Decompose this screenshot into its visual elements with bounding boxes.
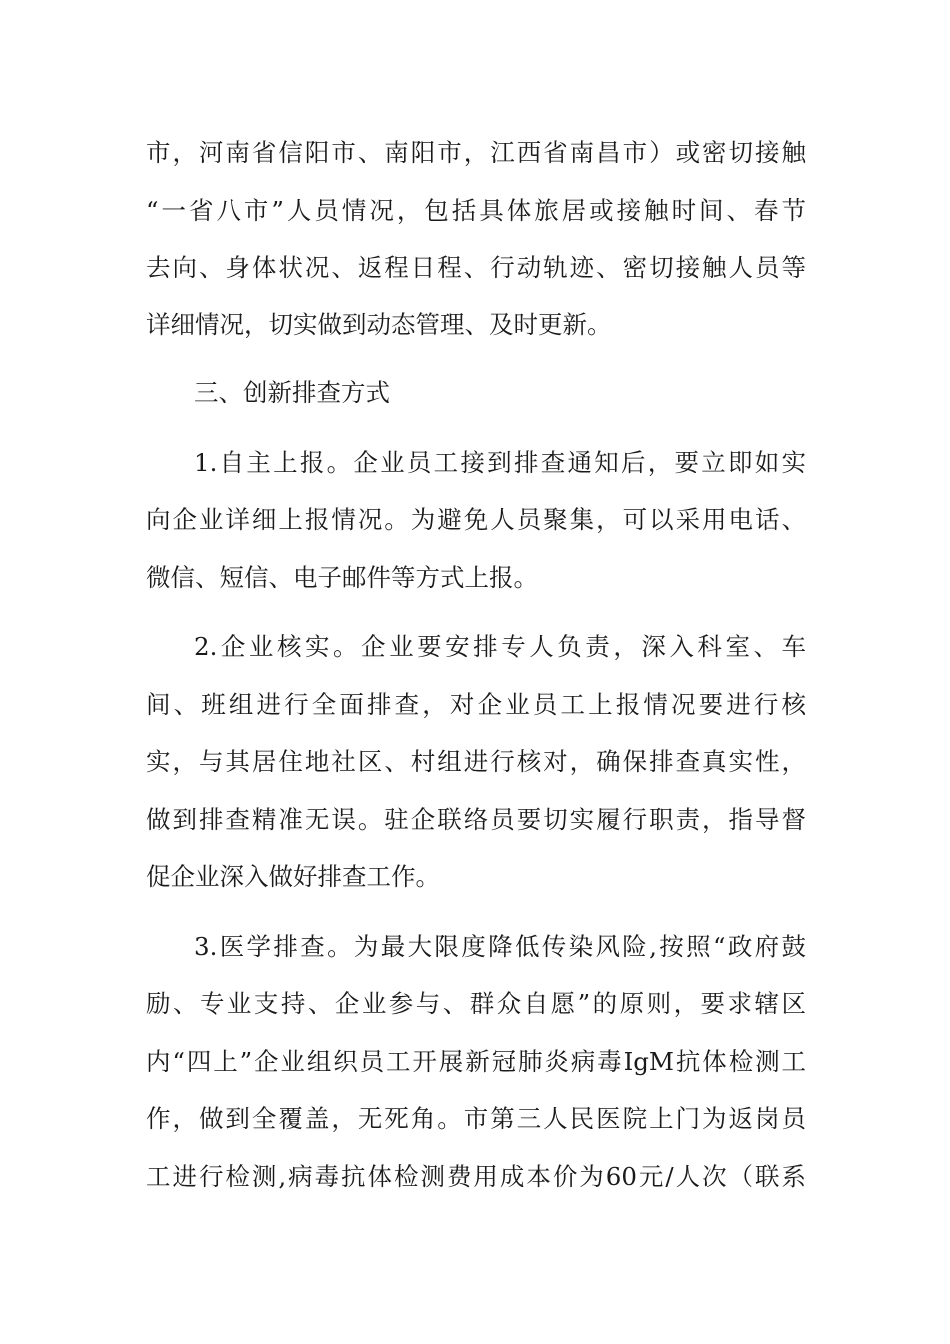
body-text-line: 内“四上”企业组织员工开展新冠肺炎病毒IgM抗体检测工 (146, 1047, 806, 1076)
body-text-line: 市，河南省信阳市、南阳市，江西省南昌市）或密切接触 (146, 138, 806, 167)
body-text-line: 1.自主上报。企业员工接到排查通知后，要立即如实 (194, 448, 806, 477)
body-text-line: 工进行检测,病毒抗体检测费用成本价为60元/人次（联系 (146, 1162, 806, 1191)
body-text-line: 向企业详细上报情况。为避免人员聚集，可以采用电话、 (146, 505, 806, 534)
body-text-line: 实，与其居住地社区、村组进行核对，确保排查真实性， (146, 747, 806, 776)
body-text-line: 微信、短信、电子邮件等方式上报。 (146, 563, 538, 592)
body-text-line: 详细情况，切实做到动态管理、及时更新。 (146, 310, 612, 339)
body-text-line: 励、专业支持、企业参与、群众自愿”的原则，要求辖区 (146, 989, 806, 1018)
body-text-line: 2.企业核实。企业要安排专人负责，深入科室、车 (194, 632, 806, 661)
body-text-line: 3.医学排查。为最大限度降低传染风险,按照“政府鼓 (194, 932, 806, 961)
body-text-line: 间、班组进行全面排查，对企业员工上报情况要进行核 (146, 690, 806, 719)
body-text-line: 促企业深入做好排查工作。 (146, 862, 440, 891)
body-text-line: 做到排查精准无误。驻企联络员要切实履行职责，指导督 (146, 805, 806, 834)
body-text-line: 去向、身体状况、返程日程、行动轨迹、密切接触人员等 (146, 253, 806, 282)
body-text-line: 作，做到全覆盖，无死角。市第三人民医院上门为返岗员 (146, 1104, 806, 1133)
body-text-line: “一省八市”人员情况，包括具体旅居或接触时间、春节 (146, 196, 806, 225)
section-heading: 三、创新排查方式 (194, 378, 390, 407)
